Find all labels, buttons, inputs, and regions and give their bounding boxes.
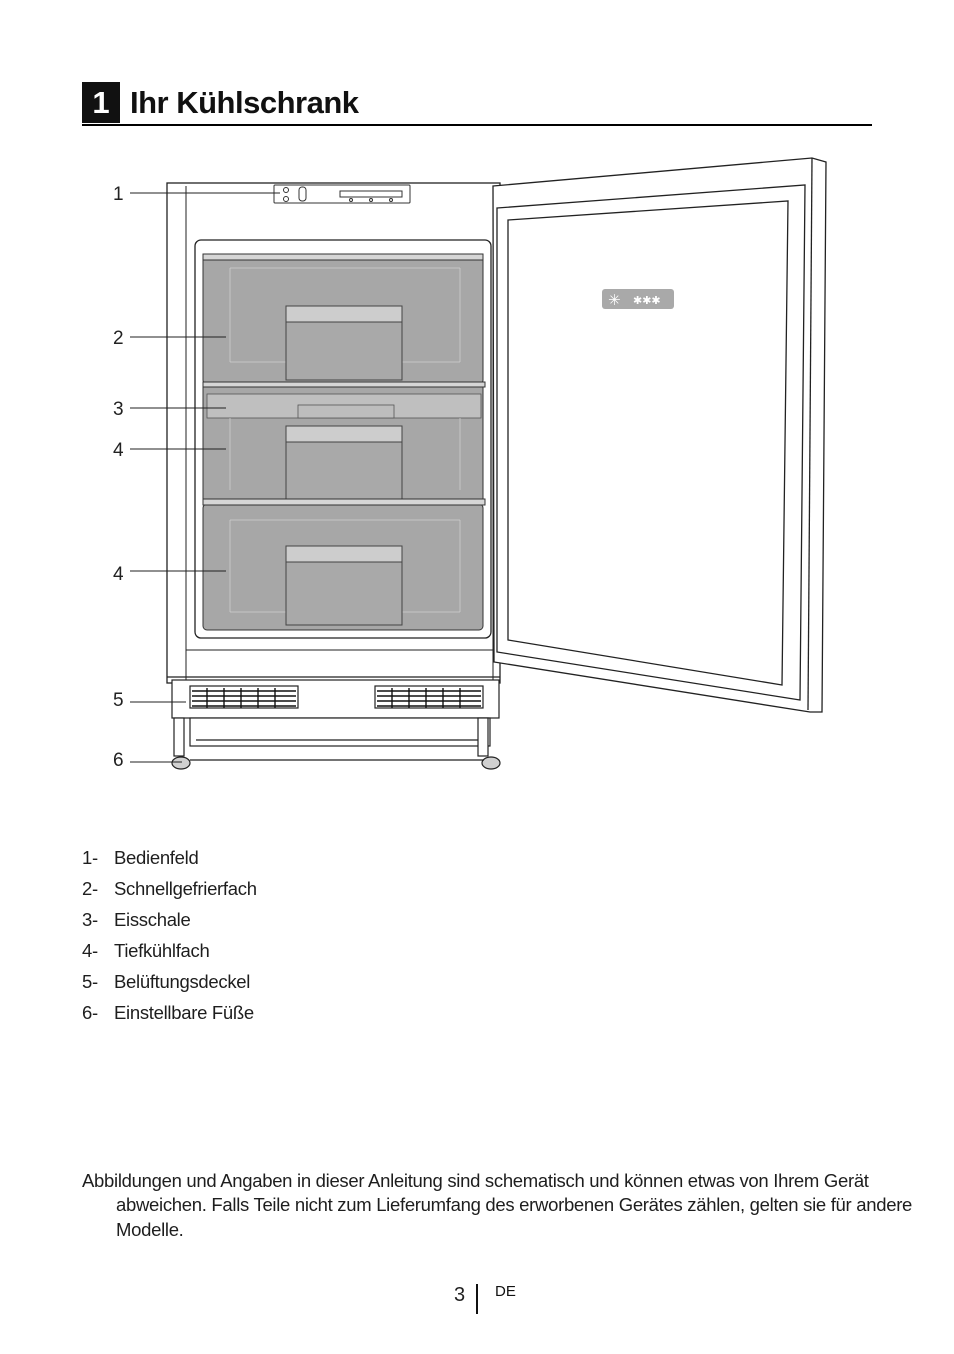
adjustable-feet bbox=[172, 718, 500, 769]
freezer-door bbox=[493, 158, 826, 712]
star-rating-icon bbox=[602, 289, 674, 309]
callout-label: 4 bbox=[113, 440, 124, 461]
parts-legend bbox=[82, 847, 257, 1033]
legend-number: 3- bbox=[82, 909, 98, 930]
language-code: DE bbox=[495, 1283, 516, 1300]
legend-label: Einstellbare Füße bbox=[114, 1002, 254, 1023]
svg-text:✱✱✱: ✱✱✱ bbox=[633, 294, 661, 307]
callout-label: 3 bbox=[113, 399, 124, 420]
interior bbox=[195, 240, 491, 638]
page-number: 3 bbox=[454, 1284, 466, 1306]
page-title: Ihr Kühlschrank bbox=[130, 85, 359, 120]
legend-item bbox=[82, 1002, 257, 1033]
legend-number: 5- bbox=[82, 971, 98, 992]
legend-number: 4- bbox=[82, 940, 98, 961]
legend-number: 1- bbox=[82, 847, 98, 868]
legend-item bbox=[82, 878, 257, 909]
svg-text:✳: ✳ bbox=[608, 291, 621, 309]
legend-item bbox=[82, 909, 257, 940]
legend-number: 2- bbox=[82, 878, 98, 899]
legend-label: Schnellgefrierfach bbox=[114, 878, 257, 899]
callout-label: 6 bbox=[113, 750, 124, 771]
callout-label: 2 bbox=[113, 328, 124, 349]
disclaimer-note: Abbildungen und Angaben in dieser Anleitung sind schematisch und können etwas von Ihrem Gerät abweichen. Falls Teile nicht zum Lieferumfang des erworbenen Gerätes zählen, gelten sie für andere Modelle. bbox=[82, 1169, 913, 1240]
legend-item bbox=[82, 971, 257, 1002]
callout-labels bbox=[113, 184, 124, 771]
callout-label: 5 bbox=[113, 690, 124, 711]
legend-label: Bedienfeld bbox=[114, 847, 199, 868]
legend-label: Eisschale bbox=[114, 909, 191, 930]
legend-label: Tiefkühlfach bbox=[114, 940, 210, 961]
callout-label: 4 bbox=[113, 564, 124, 585]
ventilation-cover bbox=[172, 680, 499, 718]
legend-item bbox=[82, 847, 257, 878]
callout-label: 1 bbox=[113, 184, 124, 205]
control-panel bbox=[274, 185, 410, 203]
legend-number: 6- bbox=[82, 1002, 98, 1023]
page-divider bbox=[476, 1284, 478, 1314]
legend-item bbox=[82, 940, 257, 971]
chapter-number: 1 bbox=[82, 82, 120, 123]
legend-label: Belüftungsdeckel bbox=[114, 971, 251, 992]
